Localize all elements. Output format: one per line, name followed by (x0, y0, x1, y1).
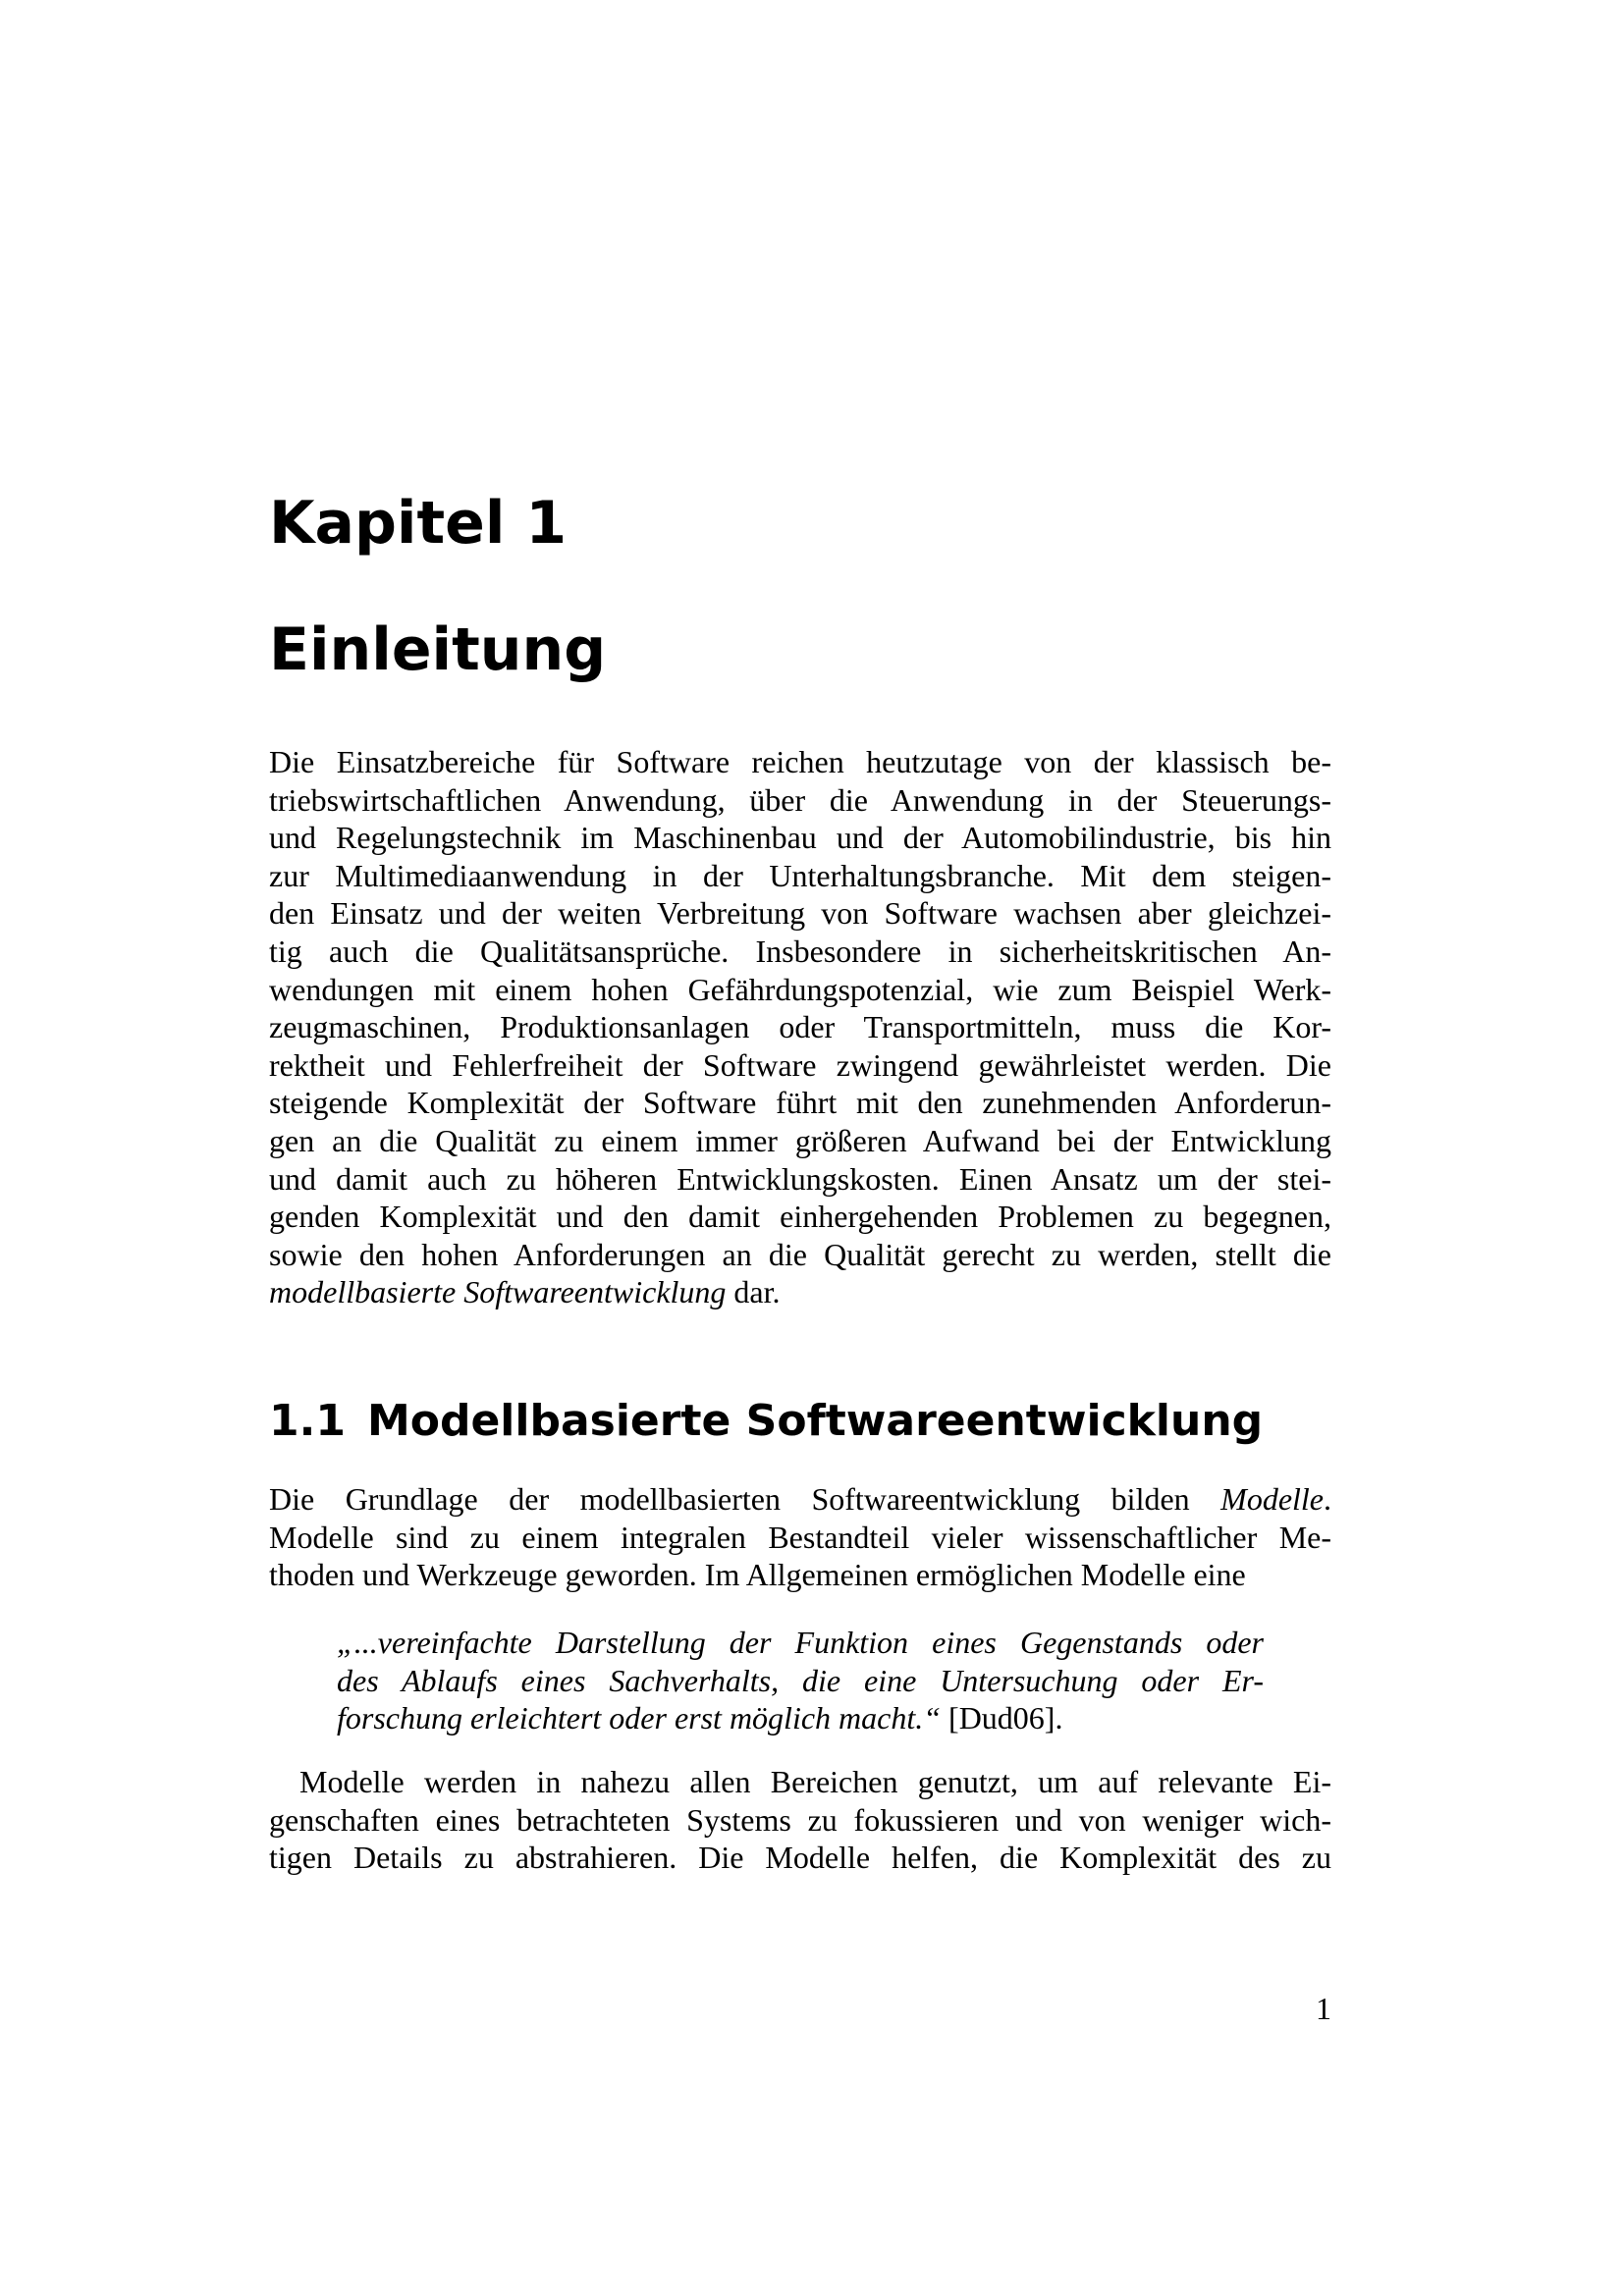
intro-line: Die Einsatzbereiche für Software reichen heutzutage von der klassisch be- (269, 744, 1331, 779)
closing-paragraph (269, 1763, 1331, 1877)
intro-line: genden Komplexität und den damit einhergehenden Problemen zu begegnen, (269, 1199, 1331, 1235)
chapter-label: Kapitel 1 (269, 489, 568, 558)
definition-quote (337, 1624, 1264, 1737)
intro-line: zeugmaschinen, Produktionsanlagen oder Transportmitteln, muss die Kor- (269, 1009, 1331, 1045)
quote-line: des Ablaufs eines Sachverhalts, die eine Untersuchung oder Er- (337, 1662, 1264, 1698)
intro-line: zur Multimediaanwendung in der Unterhaltungsbranche. Mit dem steigen- (269, 857, 1331, 893)
intro-paragraph (269, 743, 1331, 1311)
closing-line: genschaften eines betrachteten Systems zu fokussieren und von weniger wich- (269, 1801, 1331, 1838)
intro-line: steigende Komplexität der Software führt mit den zunehmenden Anforderun- (269, 1085, 1331, 1121)
intro-line: und Regelungstechnik im Maschinenbau und der Automobilindustrie, bis hin (269, 820, 1331, 856)
section-paragraph (269, 1480, 1331, 1594)
emphasis-term: modellbasierte Softwareentwicklung (269, 1274, 727, 1310)
closing-line: Modelle werden in nahezu allen Bereichen genutzt, um auf relevante Ei- (299, 1764, 1331, 1799)
section-para-text: Die Grundlage der modellbasierten Softwareentwicklung bilden (269, 1481, 1221, 1517)
quote-line (337, 1699, 1264, 1737)
intro-last-line (269, 1273, 1331, 1311)
section-title: Modellbasierte Softwareentwicklung (366, 1396, 1264, 1446)
section-para-punct: . (1324, 1481, 1331, 1517)
intro-line: tig auch die Qualitätsansprüche. Insbesondere in sicherheitskritischen An- (269, 933, 1331, 969)
intro-line: und damit auch zu höheren Entwicklungskosten. Einen Ansatz um der stei- (269, 1160, 1331, 1197)
section-para-line: thoden und Werkzeuge geworden. Im Allgemeinen ermöglichen Modelle eine (269, 1557, 1246, 1593)
intro-line: den Einsatz und der weiten Verbreitung von Software wachsen aber gleichzei- (269, 895, 1331, 932)
section-para-line (269, 1480, 1331, 1519)
closing-line: tigen Details zu abstrahieren. Die Modelle helfen, die Komplexität des zu (269, 1840, 1331, 1876)
quote-text: forschung erleichtert oder erst möglich macht.“ (337, 1700, 942, 1736)
emphasis-term: Modelle (1220, 1481, 1324, 1517)
intro-line: rektheit und Fehlerfreiheit der Software zwingend gewährleistet werden. Die (269, 1046, 1331, 1083)
intro-line: sowie den hohen Anforderungen an die Qualität gerecht zu werden, stellt die (269, 1236, 1331, 1272)
intro-line: wendungen mit einem hohen Gefährdungspotenzial, wie zum Beispiel Werk- (269, 971, 1331, 1007)
page-number: 1 (1316, 1991, 1331, 2026)
section-para-line: Modelle sind zu einem integralen Bestandteil vieler wissenschaftlicher Me- (269, 1519, 1331, 1555)
intro-line: triebswirtschaftlichen Anwendung, über die Anwendung in der Steuerungs- (269, 781, 1331, 818)
section-number: 1.1 (269, 1396, 346, 1446)
citation: [Dud06]. (941, 1700, 1063, 1736)
intro-last-tail: dar. (726, 1274, 781, 1310)
chapter-title: Einleitung (269, 615, 607, 684)
section-heading (269, 1392, 1263, 1451)
intro-line: gen an die Qualität zu einem immer größeren Aufwand bei der Entwicklung (269, 1122, 1331, 1158)
quote-line: „...vereinfachte Darstellung der Funktion eines Gegenstands oder (337, 1625, 1264, 1660)
